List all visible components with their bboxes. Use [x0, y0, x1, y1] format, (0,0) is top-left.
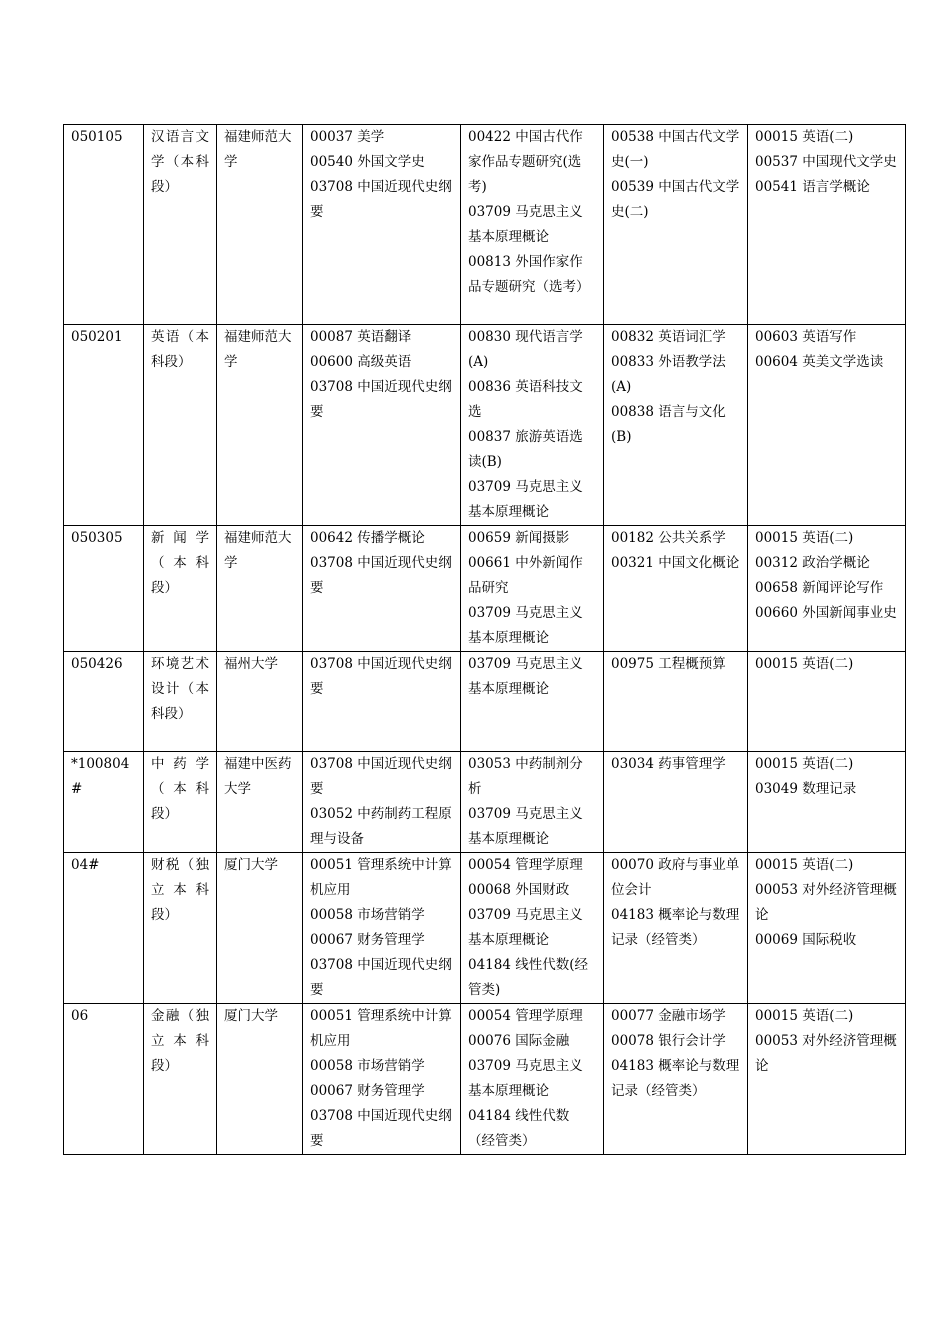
- course-line: 03709 马克思主义基本原理概论: [468, 907, 583, 948]
- course-line: 00422 中国古代作家作品专题研究(选考): [468, 129, 583, 195]
- course-line: 03709 马克思主义基本原理概论: [468, 479, 583, 520]
- course-line: 03708 中国近现代史纲要: [310, 1108, 452, 1149]
- course-line: 03708 中国近现代史纲要: [310, 957, 452, 998]
- course-line: 00015 英语(二): [755, 756, 854, 772]
- major-code-cell: 06: [64, 1004, 144, 1155]
- course-line: 04184 线性代数(经管类): [468, 957, 589, 998]
- course-line: 00015 英语(二): [755, 1008, 854, 1024]
- course-line: 00312 政治学概论: [755, 555, 870, 571]
- course-line: 00830 现代语言学(A): [468, 329, 583, 370]
- course-line: 00051 管理系统中计算机应用: [310, 857, 452, 898]
- school-cell: 厦门大学: [217, 853, 303, 1004]
- major-code-cell: *100804#: [64, 752, 144, 853]
- table-row: [64, 752, 906, 853]
- course-line: 00540 外国文学史: [310, 154, 425, 170]
- course-group-1-cell: [303, 853, 461, 1004]
- course-group-2-cell: [461, 125, 604, 325]
- course-line: 00182 公共关系学: [611, 530, 726, 546]
- course-line: 00658 新闻评论写作: [755, 580, 884, 596]
- course-line: 00321 中国文化概论: [611, 555, 740, 571]
- course-line: 03053 中药制剂分析: [468, 756, 583, 797]
- course-line: 00541 语言学概论: [755, 179, 870, 195]
- course-line: 00837 旅游英语选读(B): [468, 429, 583, 470]
- course-line: 00660 外国新闻事业史: [755, 605, 897, 621]
- course-line: 03708 中国近现代史纲要: [310, 379, 452, 420]
- school-cell: 福建师范大学: [217, 325, 303, 526]
- course-group-4-cell: [748, 652, 906, 752]
- course-line: 03709 马克思主义基本原理概论: [468, 204, 583, 245]
- course-group-1-cell: [303, 325, 461, 526]
- course-line: 00037 美学: [310, 129, 385, 145]
- course-line: 00538 中国古代文学史(一): [611, 129, 740, 170]
- course-line: 03709 马克思主义基本原理概论: [468, 1058, 583, 1099]
- course-group-3-cell: [604, 752, 748, 853]
- major-code-cell: 050201: [64, 325, 144, 526]
- course-line: 00537 中国现代文学史: [755, 154, 897, 170]
- course-line: 00661 中外新闻作品研究: [468, 555, 583, 596]
- course-line: 03034 药事管理学: [611, 756, 726, 772]
- course-line: 00078 银行会计学: [611, 1033, 726, 1049]
- major-name-cell: 汉语言文学（本科段）: [144, 125, 217, 325]
- major-code-cell: 050426: [64, 652, 144, 752]
- course-group-1-cell: [303, 526, 461, 652]
- course-line: 00058 市场营销学: [310, 907, 425, 923]
- major-name-cell: 金融（独立本科段）: [144, 1004, 217, 1155]
- school-cell: 厦门大学: [217, 1004, 303, 1155]
- course-group-3-cell: [604, 853, 748, 1004]
- course-line: 00539 中国古代文学史(二): [611, 179, 740, 220]
- course-line: 00015 英语(二): [755, 129, 854, 145]
- course-group-2-cell: [461, 526, 604, 652]
- course-group-3-cell: [604, 1004, 748, 1155]
- course-line: 03052 中药制药工程原理与设备: [310, 806, 452, 847]
- course-line: 03708 中国近现代史纲要: [310, 179, 452, 220]
- exam-course-table: [63, 124, 906, 1155]
- course-line: 00076 国际金融: [468, 1033, 570, 1049]
- course-line: 03708 中国近现代史纲要: [310, 656, 452, 697]
- course-line: 00068 外国财政: [468, 882, 570, 898]
- course-line: 04183 概率论与数理记录（经管类）: [611, 907, 740, 948]
- course-line: 04184 线性代数（经管类）: [468, 1108, 570, 1149]
- course-line: 03709 马克思主义基本原理概论: [468, 605, 583, 646]
- course-line: 00603 英语写作: [755, 329, 857, 345]
- major-name-cell: 英语（本科段）: [144, 325, 217, 526]
- course-group-4-cell: [748, 1004, 906, 1155]
- course-line: 00813 外国作家作品专题研究（选考）: [468, 254, 590, 295]
- course-group-2-cell: [461, 652, 604, 752]
- table-row: [64, 652, 906, 752]
- course-line: 00600 高级英语: [310, 354, 412, 370]
- major-name-cell: 财税（独立本科段）: [144, 853, 217, 1004]
- course-group-2-cell: [461, 752, 604, 853]
- table-row: [64, 1004, 906, 1155]
- course-line: 00051 管理系统中计算机应用: [310, 1008, 452, 1049]
- course-group-4-cell: [748, 853, 906, 1004]
- course-group-1-cell: [303, 652, 461, 752]
- major-code-cell: 050305: [64, 526, 144, 652]
- table-row: [64, 325, 906, 526]
- table-row: [64, 853, 906, 1004]
- major-name-cell: 新闻学（本科段）: [144, 526, 217, 652]
- course-line: 03709 马克思主义基本原理概论: [468, 656, 583, 697]
- course-line: 00836 英语科技文选: [468, 379, 583, 420]
- course-line: 04183 概率论与数理记录（经管类）: [611, 1058, 740, 1099]
- course-group-1-cell: [303, 752, 461, 853]
- course-group-3-cell: [604, 125, 748, 325]
- course-line: 03708 中国近现代史纲要: [310, 756, 452, 797]
- table-row: [64, 526, 906, 652]
- major-name-cell: 中药学（本科段）: [144, 752, 217, 853]
- course-line: 00053 对外经济管理概论: [755, 1033, 897, 1074]
- course-line: 00058 市场营销学: [310, 1058, 425, 1074]
- course-line: 00832 英语词汇学: [611, 329, 726, 345]
- school-cell: 福建中医药大学: [217, 752, 303, 853]
- course-group-3-cell: [604, 325, 748, 526]
- major-code-cell: 050105: [64, 125, 144, 325]
- course-line: 00054 管理学原理: [468, 1008, 583, 1024]
- school-cell: 福建师范大学: [217, 526, 303, 652]
- course-line: 00642 传播学概论: [310, 530, 425, 546]
- course-line: 00067 财务管理学: [310, 1083, 425, 1099]
- course-group-1-cell: [303, 1004, 461, 1155]
- course-line: 00015 英语(二): [755, 530, 854, 546]
- course-line: 03049 数理记录: [755, 781, 857, 797]
- course-line: 00069 国际税收: [755, 932, 857, 948]
- course-line: 00054 管理学原理: [468, 857, 583, 873]
- table-body: [64, 125, 906, 1155]
- course-line: 00604 英美文学选读: [755, 354, 884, 370]
- course-line: 00833 外语教学法(A): [611, 354, 726, 395]
- course-group-1-cell: [303, 125, 461, 325]
- course-line: 00015 英语(二): [755, 656, 854, 672]
- course-line: 00053 对外经济管理概论: [755, 882, 897, 923]
- course-line: 00070 政府与事业单位会计: [611, 857, 740, 898]
- major-name-cell: 环境艺术设计（本科段）: [144, 652, 217, 752]
- course-line: 00015 英语(二): [755, 857, 854, 873]
- course-line: 03708 中国近现代史纲要: [310, 555, 452, 596]
- table-row: [64, 125, 906, 325]
- course-group-4-cell: [748, 125, 906, 325]
- course-group-3-cell: [604, 526, 748, 652]
- course-line: 00077 金融市场学: [611, 1008, 726, 1024]
- course-group-2-cell: [461, 853, 604, 1004]
- course-group-4-cell: [748, 752, 906, 853]
- course-group-2-cell: [461, 1004, 604, 1155]
- course-group-4-cell: [748, 526, 906, 652]
- course-line: 00838 语言与文化(B): [611, 404, 726, 445]
- course-group-4-cell: [748, 325, 906, 526]
- school-cell: 福州大学: [217, 652, 303, 752]
- course-group-3-cell: [604, 652, 748, 752]
- course-line: 03709 马克思主义基本原理概论: [468, 806, 583, 847]
- major-code-cell: 04#: [64, 853, 144, 1004]
- course-group-2-cell: [461, 325, 604, 526]
- course-line: 00975 工程概预算: [611, 656, 726, 672]
- course-line: 00659 新闻摄影: [468, 530, 570, 546]
- school-cell: 福建师范大学: [217, 125, 303, 325]
- course-line: 00067 财务管理学: [310, 932, 425, 948]
- course-line: 00087 英语翻译: [310, 329, 412, 345]
